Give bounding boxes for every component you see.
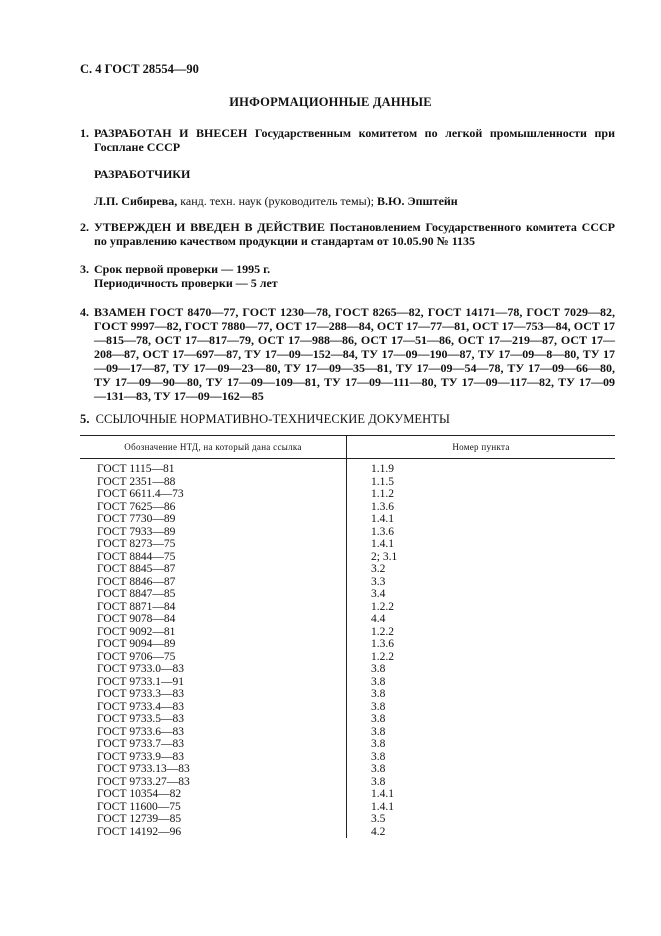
section-3 <box>80 262 615 290</box>
section-number: 1. <box>80 126 89 140</box>
table-row <box>80 713 615 726</box>
table-row <box>80 663 615 676</box>
table-row <box>80 651 615 664</box>
section-number: 2. <box>80 220 89 234</box>
column-header: Обозначение НТД, на который дана ссылка <box>80 436 347 459</box>
developer-role: канд. техн. наук (руководитель темы); <box>177 194 374 208</box>
table-row <box>80 638 615 651</box>
section-text: УТВЕРЖДЕН И ВВЕДЕН В ДЕЙСТВИЕ Постановлением Государственного комитета СССР по управлению качеством продукции и стандартам от 10.05.90 № 1135 <box>94 220 615 248</box>
document-designation: ГОСТ 9733.0—83 <box>80 663 347 676</box>
clause-number: 1.3.6 <box>371 638 394 650</box>
clause-number: 1.4.1 <box>371 538 394 550</box>
developer-name: В.Ю. Эпштейн <box>373 194 458 208</box>
table-row <box>80 813 615 826</box>
table-row <box>80 488 615 501</box>
document-designation: ГОСТ 8273—75 <box>80 538 347 551</box>
section-text: ССЫЛОЧНЫЕ НОРМАТИВНО-ТЕХНИЧЕСКИЕ ДОКУМЕНТЫ <box>95 412 451 426</box>
document-designation: ГОСТ 9733.13—83 <box>80 763 347 776</box>
table-row <box>80 526 615 539</box>
clause-number: 3.8 <box>371 738 386 750</box>
table-row <box>80 563 615 576</box>
document-designation: ГОСТ 7933—89 <box>80 526 347 539</box>
document-designation: ГОСТ 9733.3—83 <box>80 688 347 701</box>
table-row <box>80 476 615 489</box>
clause-number: 3.5 <box>371 813 386 825</box>
developers-heading: РАЗРАБОТЧИКИ <box>94 167 191 181</box>
table-row <box>80 459 615 476</box>
document-designation: ГОСТ 8845—87 <box>80 563 347 576</box>
table-row <box>80 501 615 514</box>
reference-table <box>80 435 615 838</box>
clause-number: 3.4 <box>371 588 386 600</box>
table-row <box>80 788 615 801</box>
table-row <box>80 601 615 614</box>
document-designation: ГОСТ 9733.27—83 <box>80 776 347 789</box>
document-designation: ГОСТ 8847—85 <box>80 588 347 601</box>
table-row <box>80 576 615 589</box>
table-row <box>80 538 615 551</box>
column-header: Номер пункта <box>347 436 616 459</box>
clause-number: 1.4.1 <box>371 788 394 800</box>
document-designation: ГОСТ 6611.4—73 <box>80 488 347 501</box>
clause-number: 3.8 <box>371 750 386 763</box>
table-row <box>80 801 615 814</box>
table-row <box>80 676 615 689</box>
developers-line <box>94 194 458 208</box>
document-designation: ГОСТ 2351—88 <box>80 476 347 489</box>
table-row <box>80 701 615 714</box>
clause-number: 3.8 <box>371 663 386 675</box>
clause-number: 3.8 <box>371 775 386 788</box>
table-row <box>80 763 615 776</box>
section-number: 5. <box>80 412 90 426</box>
table-row <box>80 776 615 789</box>
table-row <box>80 513 615 526</box>
first-check-line: Срок первой проверки — 1995 г. <box>94 262 271 276</box>
clause-number: 1.4.1 <box>371 513 394 525</box>
document-designation: ГОСТ 7730—89 <box>80 513 347 526</box>
clause-number: 1.3.6 <box>371 525 394 538</box>
table-row <box>80 726 615 739</box>
document-designation: ГОСТ 11600—75 <box>80 801 347 814</box>
document-designation: ГОСТ 1115—81 <box>80 459 347 476</box>
document-designation: ГОСТ 9733.7—83 <box>80 738 347 751</box>
section-number: 3. <box>80 262 89 276</box>
table-row <box>80 588 615 601</box>
clause-number: 1.1.2 <box>371 488 394 500</box>
clause-number: 4.4 <box>371 613 386 625</box>
document-designation: ГОСТ 9094—89 <box>80 638 347 651</box>
table-row <box>80 613 615 626</box>
clause-number: 4.2 <box>371 825 386 838</box>
document-designation: ГОСТ 14192—96 <box>80 826 347 839</box>
document-designation: ГОСТ 8846—87 <box>80 576 347 589</box>
section-number: 4. <box>80 305 89 319</box>
table-row <box>80 826 615 839</box>
clause-number: 3.8 <box>371 688 386 700</box>
clause-number: 3.8 <box>371 675 386 688</box>
document-designation: ГОСТ 9733.1—91 <box>80 676 347 689</box>
document-designation: ГОСТ 8871—84 <box>80 601 347 614</box>
clause-number: 3.3 <box>371 575 386 588</box>
section-4 <box>80 305 615 403</box>
clause-number: 1.1.9 <box>371 463 394 475</box>
table-row <box>80 551 615 564</box>
section-5-title <box>80 412 450 427</box>
page-header: С. 4 ГОСТ 28554—90 <box>80 62 199 76</box>
section-text: ВЗАМЕН ГОСТ 8470—77, ГОСТ 1230—78, ГОСТ 8265—82, ГОСТ 14171—78, ГОСТ 7029—82, ГОСТ 9997—82, ГОСТ 7880—77, ОСТ 17—288—84, ОСТ 17—77—81, ОСТ 17—753—84, ОСТ 17—815—78, ОСТ 17—817—79, ОСТ 17—988—86, ОСТ 17—51—86, ОСТ 17—219—87, ОСТ 17—208—87, ОСТ 17—697—87, ТУ 17—09—152—84, ТУ 17—09—190—87, ТУ 17—09—8—80, ТУ 17—09—17—87, ТУ 17—09—23—80, ТУ 17—09—35—81, ТУ 17—09—54—78, ТУ 17—09—66—80, ТУ 17—09—90—80, ТУ 17—09—109—81, ТУ 17—09—111—80, ТУ 17—09—117—82, ТУ 17—09—131—83, ТУ 17—09—162—85 <box>94 305 615 403</box>
document-designation: ГОСТ 12739—85 <box>80 813 347 826</box>
clause-number: 3.2 <box>371 563 386 575</box>
document-title: ИНФОРМАЦИОННЫЕ ДАННЫЕ <box>229 95 432 109</box>
document-designation: ГОСТ 8844—75 <box>80 551 347 564</box>
clause-number: 1.1.5 <box>371 475 394 488</box>
clause-number: 1.2.2 <box>371 625 394 638</box>
section-2 <box>80 220 615 248</box>
clause-number: 3.8 <box>371 763 386 775</box>
document-designation: ГОСТ 9706—75 <box>80 651 347 664</box>
clause-number: 1.2.2 <box>371 600 394 613</box>
clause-number: 3.8 <box>371 725 386 738</box>
table-row <box>80 751 615 764</box>
table-row <box>80 688 615 701</box>
document-designation: ГОСТ 9733.4—83 <box>80 701 347 714</box>
document-designation: ГОСТ 10354—82 <box>80 788 347 801</box>
document-designation: ГОСТ 9733.6—83 <box>80 726 347 739</box>
document-designation: ГОСТ 9733.5—83 <box>80 713 347 726</box>
clause-number: 1.3.6 <box>371 500 394 513</box>
section-1 <box>80 126 615 154</box>
clause-number: 3.8 <box>371 700 386 713</box>
clause-number: 2; 3.1 <box>371 550 398 563</box>
clause-number: 1.2.2 <box>371 650 394 663</box>
table-row <box>80 738 615 751</box>
section-text: РАЗРАБОТАН И ВНЕСЕН Государственным комитетом по легкой промышленности при Госплане СССР <box>94 126 615 154</box>
periodicity-line: Периодичность проверки — 5 лет <box>94 276 278 290</box>
document-designation: ГОСТ 9078—84 <box>80 613 347 626</box>
document-designation: ГОСТ 9092—81 <box>80 626 347 639</box>
clause-number: 3.8 <box>371 713 386 725</box>
developer-name: Л.П. Сибирева, <box>94 194 178 208</box>
document-designation: ГОСТ 7625—86 <box>80 501 347 514</box>
clause-number: 1.4.1 <box>371 800 394 813</box>
document-designation: ГОСТ 9733.9—83 <box>80 751 347 764</box>
table-row <box>80 626 615 639</box>
